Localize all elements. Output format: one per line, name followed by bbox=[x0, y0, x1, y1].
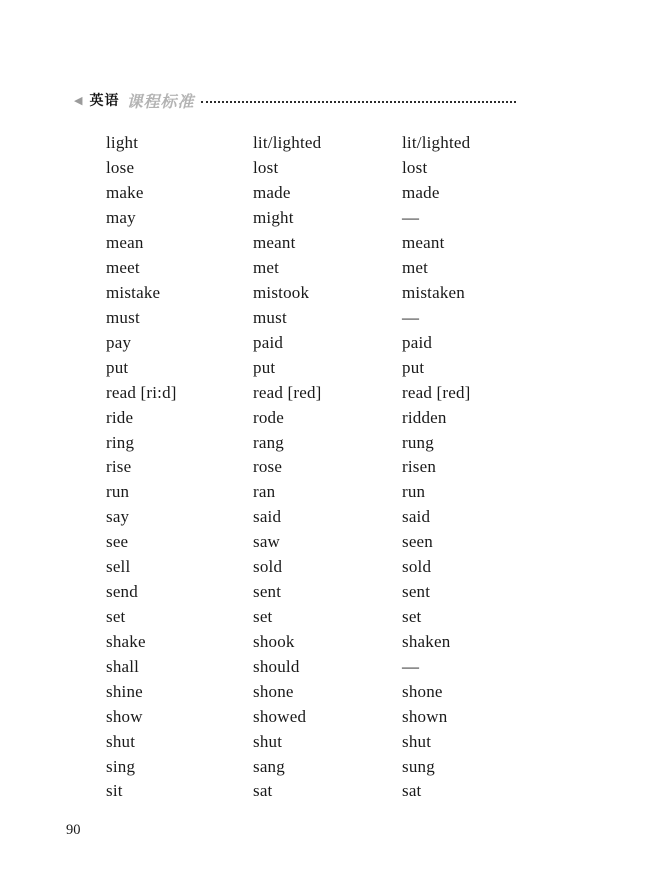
verb-past-tense: shook bbox=[253, 631, 295, 651]
table-row bbox=[106, 256, 638, 281]
verb-past-participle: risen bbox=[402, 457, 437, 477]
table-row bbox=[106, 455, 638, 480]
verb-base-form: sing bbox=[106, 756, 136, 776]
verb-past-participle: shone bbox=[402, 681, 443, 701]
verb-base-form: say bbox=[106, 507, 130, 527]
verb-base-form: shut bbox=[106, 731, 136, 751]
verb-base-form: set bbox=[106, 606, 126, 626]
verb-base-form: ride bbox=[106, 407, 134, 427]
table-row bbox=[106, 430, 638, 455]
verb-base-form: show bbox=[106, 706, 143, 726]
table-row bbox=[106, 654, 638, 679]
verb-base-form: may bbox=[106, 208, 136, 228]
verb-past-tense: rang bbox=[253, 432, 285, 452]
verb-past-tense: shut bbox=[253, 731, 283, 751]
verb-past-participle: sat bbox=[402, 781, 422, 801]
verb-past-tense: must bbox=[253, 307, 287, 327]
table-row bbox=[106, 605, 638, 630]
verb-past-tense: lit/lighted bbox=[253, 133, 322, 153]
verb-past-participle: said bbox=[402, 507, 431, 527]
verb-base-form: ring bbox=[106, 432, 135, 452]
verb-base-form: run bbox=[106, 482, 130, 502]
table-row bbox=[106, 555, 638, 580]
table-row bbox=[106, 305, 638, 330]
table-row bbox=[106, 281, 638, 306]
verb-past-tense: saw bbox=[253, 532, 281, 552]
verb-past-participle: ridden bbox=[402, 407, 447, 427]
verb-base-form: mistake bbox=[106, 282, 161, 302]
table-row bbox=[106, 505, 638, 530]
verb-base-form: sit bbox=[106, 781, 123, 801]
verb-past-tense: met bbox=[253, 258, 280, 278]
book-title: 英语 bbox=[89, 93, 120, 109]
header-subtitle: 课程标准 bbox=[126, 91, 195, 111]
verb-past-participle: — bbox=[402, 656, 420, 676]
verb-base-form: shall bbox=[106, 656, 140, 676]
verb-base-form: read [ri:d] bbox=[106, 382, 177, 402]
table-row bbox=[106, 405, 638, 430]
verb-past-tense: sat bbox=[253, 781, 273, 801]
verb-past-participle: made bbox=[402, 183, 440, 203]
table-row bbox=[106, 355, 638, 380]
verb-past-participle: shaken bbox=[402, 631, 451, 651]
verb-past-tense: rode bbox=[253, 407, 285, 427]
table-row bbox=[106, 380, 638, 405]
verb-past-participle: shut bbox=[402, 731, 432, 751]
verb-past-participle: met bbox=[402, 258, 429, 278]
verb-past-tense: read [red] bbox=[253, 382, 322, 402]
table-row bbox=[106, 530, 638, 555]
verb-base-form: make bbox=[106, 183, 144, 203]
table-row bbox=[106, 480, 638, 505]
verb-past-tense: ran bbox=[253, 482, 276, 502]
table-row bbox=[106, 729, 638, 754]
verb-base-form: sell bbox=[106, 557, 131, 577]
verb-past-participle: sold bbox=[402, 557, 432, 577]
verb-base-form: rise bbox=[106, 457, 132, 477]
table-row bbox=[106, 181, 638, 206]
verb-past-tense: sent bbox=[253, 582, 282, 602]
table-row bbox=[106, 754, 638, 779]
verb-base-form: must bbox=[106, 307, 140, 327]
verb-base-form: meet bbox=[106, 258, 140, 278]
verb-past-participle: sent bbox=[402, 582, 431, 602]
verb-past-participle: — bbox=[402, 208, 420, 228]
verb-past-participle: lit/lighted bbox=[402, 133, 471, 153]
table-row bbox=[106, 330, 638, 355]
verb-past-tense: might bbox=[253, 208, 294, 228]
verb-base-form: send bbox=[106, 582, 138, 602]
irregular-verb-table bbox=[106, 131, 638, 804]
table-row bbox=[106, 679, 638, 704]
verb-base-form: mean bbox=[106, 233, 144, 253]
verb-past-tense: sang bbox=[253, 756, 285, 776]
verb-past-tense: rose bbox=[253, 457, 283, 477]
verb-past-participle: mistaken bbox=[402, 282, 465, 302]
verb-past-participle: meant bbox=[402, 233, 445, 253]
verb-past-participle: set bbox=[402, 606, 422, 626]
verb-past-tense: should bbox=[253, 656, 300, 676]
verb-base-form: light bbox=[106, 133, 139, 153]
verb-base-form: pay bbox=[106, 332, 132, 352]
verb-past-tense: showed bbox=[253, 706, 307, 726]
left-triangle-icon: ◀ bbox=[74, 93, 83, 107]
verb-base-form: see bbox=[106, 532, 129, 552]
verb-past-tense: meant bbox=[253, 233, 296, 253]
verb-base-form: put bbox=[106, 357, 129, 377]
table-row bbox=[106, 580, 638, 605]
table-row bbox=[106, 206, 638, 231]
verb-past-participle: sung bbox=[402, 756, 435, 776]
verb-base-form: lose bbox=[106, 158, 135, 178]
table-row bbox=[106, 629, 638, 654]
page-number: 90 bbox=[66, 822, 81, 838]
verb-past-participle: run bbox=[402, 482, 426, 502]
verb-base-form: shake bbox=[106, 631, 146, 651]
table-row bbox=[106, 704, 638, 729]
table-row bbox=[106, 231, 638, 256]
table-row bbox=[106, 156, 638, 181]
verb-past-tense: put bbox=[253, 357, 276, 377]
verb-past-participle: shown bbox=[402, 706, 448, 726]
verb-past-participle: lost bbox=[402, 158, 428, 178]
verb-past-participle: rung bbox=[402, 432, 434, 452]
verb-past-tense: paid bbox=[253, 332, 284, 352]
verb-past-participle: — bbox=[402, 307, 420, 327]
verb-past-participle: put bbox=[402, 357, 425, 377]
verb-past-tense: shone bbox=[253, 681, 294, 701]
verb-past-participle: paid bbox=[402, 332, 433, 352]
verb-past-participle: read [red] bbox=[402, 382, 471, 402]
verb-past-tense: mistook bbox=[253, 282, 310, 302]
verb-past-tense: made bbox=[253, 183, 291, 203]
verb-past-tense: sold bbox=[253, 557, 283, 577]
page-footer bbox=[66, 821, 81, 839]
verb-base-form: shine bbox=[106, 681, 143, 701]
verb-past-tense: said bbox=[253, 507, 282, 527]
table-row bbox=[106, 779, 638, 804]
table-row bbox=[106, 131, 638, 156]
verb-past-tense: lost bbox=[253, 158, 279, 178]
verb-past-participle: seen bbox=[402, 532, 434, 552]
header-dotted-line bbox=[201, 101, 516, 103]
verb-past-tense: set bbox=[253, 606, 273, 626]
page-header bbox=[74, 90, 516, 110]
